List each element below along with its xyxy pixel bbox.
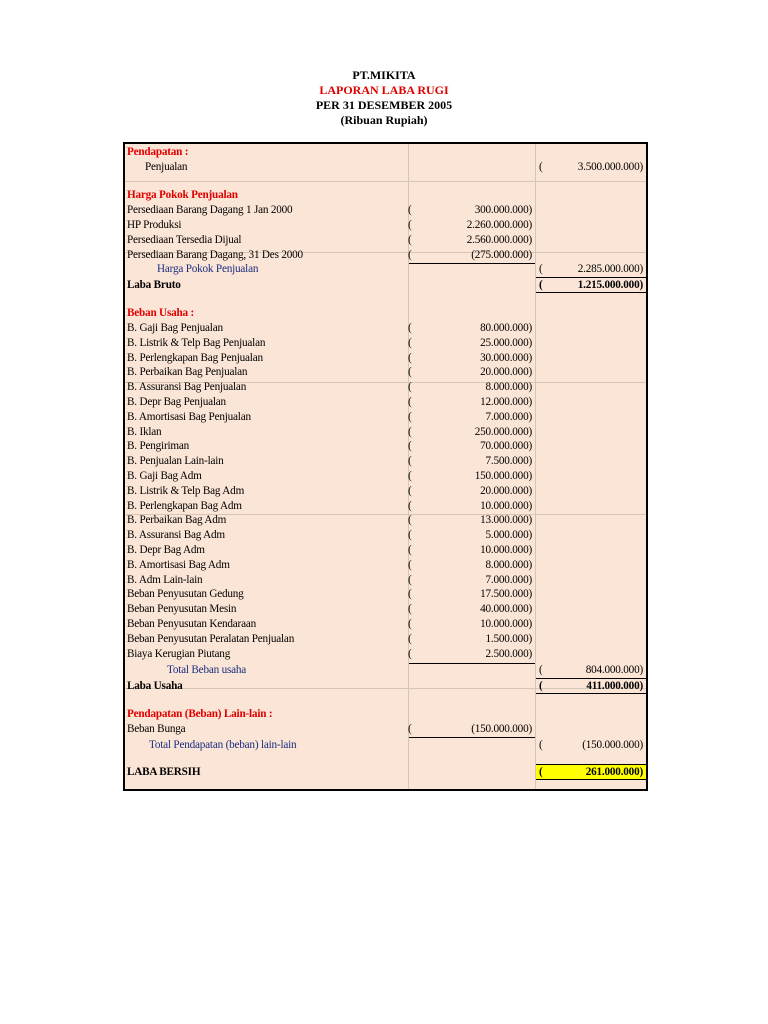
row-label-penjualan: Penjualan: [145, 161, 188, 173]
paren: (: [408, 647, 412, 660]
row-value: 13.000.000): [480, 514, 532, 527]
row-value: 300.000.000): [474, 204, 532, 216]
row-label: B. Perbaikan Bag Penjualan: [127, 366, 248, 379]
value-laba-bersih: 261.000.000): [585, 766, 643, 778]
row-value: 40.000.000): [480, 603, 532, 616]
row-label: B. Gaji Bag Penjualan: [127, 322, 223, 334]
row-value: 30.000.000): [480, 351, 532, 364]
row-label: Beban Penyusutan Kendaraan: [127, 618, 257, 630]
row-label: B. Listrik & Telp Bag Adm: [127, 484, 245, 497]
income-statement-table: [123, 142, 648, 791]
row-label: B. Depr Bag Penjualan: [127, 396, 226, 408]
paren: (: [408, 573, 412, 586]
row-label-total-beban-usaha: Total Beban usaha: [167, 664, 247, 676]
paren: (: [408, 588, 412, 601]
row-label: B. Penjualan Lain-lain: [127, 455, 224, 468]
row-value: 12.000.000): [480, 396, 532, 408]
value-laba-usaha: 411.000.000): [586, 680, 643, 692]
row-label: B. Assuransi Bag Penjualan: [127, 381, 247, 394]
row-label: B. Adm Lain-lain: [127, 573, 203, 586]
paren: (: [408, 204, 412, 216]
row-label: B. Amortisasi Bag Penjualan: [127, 410, 251, 423]
row-value: 20.000.000): [480, 484, 532, 497]
paren: (: [408, 632, 412, 645]
paren: (: [408, 723, 412, 735]
paren: (: [539, 680, 543, 692]
paren: (: [539, 739, 543, 751]
paren: (: [408, 381, 412, 394]
section-heading-pendapatan: Pendapatan :: [127, 146, 189, 158]
paren: (: [539, 766, 543, 778]
row-value: 70.000.000): [480, 440, 532, 453]
row-label: Beban Penyusutan Gedung: [127, 588, 244, 601]
paren: (: [408, 322, 412, 334]
section-heading-beban-usaha: Beban Usaha :: [127, 307, 195, 319]
total-underline: [536, 292, 646, 293]
paren: (: [408, 396, 412, 408]
paren: (: [408, 351, 412, 364]
row-value: 7.000.000): [485, 410, 532, 423]
row-label: HP Produksi: [127, 219, 182, 231]
paren: (: [408, 499, 412, 512]
report-header: [0, 68, 768, 128]
grid-line: [125, 181, 646, 182]
row-label: Beban Penyusutan Mesin: [127, 603, 237, 616]
paren: (: [408, 410, 412, 423]
paren: (: [408, 425, 412, 438]
row-label: B. Perbaikan Bag Adm: [127, 514, 227, 527]
paren: (: [408, 514, 412, 527]
row-label: B. Perlengkapan Bag Penjualan: [127, 351, 263, 364]
paren: (: [408, 618, 412, 630]
paren: (: [539, 279, 543, 291]
value-total-beban-usaha: 804.000.000): [585, 664, 643, 676]
row-label-beban-bunga: Beban Bunga: [127, 723, 186, 735]
paren: (: [539, 664, 543, 676]
row-label: B. Listrik & Telp Bag Penjualan: [127, 336, 266, 349]
subtotal-underline: [409, 663, 535, 664]
paren: (: [408, 603, 412, 616]
row-value: 8.000.000): [485, 381, 532, 394]
row-value: 150.000.000): [474, 470, 532, 482]
paren: (: [408, 558, 412, 571]
paren: (: [408, 219, 412, 231]
paren: (: [408, 366, 412, 379]
total-underline: [536, 693, 646, 694]
paren: (: [408, 484, 412, 497]
grid-line: [125, 688, 646, 689]
row-label-laba-bruto: Laba Bruto: [127, 279, 181, 291]
row-label: B. Amortisasi Bag Adm: [127, 558, 230, 571]
row-label: B. Pengiriman: [127, 440, 190, 453]
value-beban-bunga: (150.000.000): [471, 723, 532, 735]
row-value: (275.000.000): [471, 249, 532, 261]
section-heading-lain-lain: Pendapatan (Beban) Lain-lain :: [127, 708, 273, 720]
total-underline: [536, 779, 646, 780]
row-label: Biaya Kerugian Piutang: [127, 647, 231, 660]
value-laba-bruto: 1.215.000.000): [577, 279, 643, 291]
value-total-lain-lain: (150.000.000): [582, 739, 643, 751]
row-label: B. Gaji Bag Adm: [127, 470, 202, 482]
row-value: 20.000.000): [480, 366, 532, 379]
row-label: Persediaan Barang Dagang, 31 Des 2000: [127, 249, 303, 261]
company-name: PT.MIKITA: [352, 68, 416, 82]
row-label-hpp-total: Harga Pokok Penjualan: [157, 263, 259, 275]
report-unit: (Ribuan Rupiah): [340, 113, 428, 127]
row-value: 8.000.000): [485, 558, 532, 571]
row-value: 7.000.000): [485, 573, 532, 586]
paren: (: [408, 470, 412, 482]
row-value: 80.000.000): [480, 322, 532, 334]
row-label-laba-usaha: Laba Usaha: [127, 680, 183, 692]
row-label-total-lain-lain: Total Pendapatan (beban) lain-lain: [149, 739, 297, 751]
report-period: PER 31 DESEMBER 2005: [315, 98, 453, 112]
row-value: 10.000.000): [480, 618, 532, 630]
value-hpp-total: 2.285.000.000): [577, 263, 643, 275]
subtotal-underline: [409, 737, 535, 738]
row-value: 5.000.000): [485, 529, 532, 542]
subtotal-underline: [409, 263, 535, 264]
paren: (: [539, 161, 543, 173]
paren: (: [408, 544, 412, 556]
section-heading-hpp: Harga Pokok Penjualan: [127, 189, 238, 201]
row-label: B. Perlengkapan Bag Adm: [127, 499, 242, 512]
row-value: 2.260.000.000): [466, 219, 532, 231]
value-penjualan: 3.500.000.000): [577, 161, 643, 173]
row-label: B. Assuransi Bag Adm: [127, 529, 225, 542]
row-value: 25.000.000): [480, 336, 532, 349]
paren: (: [408, 234, 412, 246]
row-value: 10.000.000): [480, 499, 532, 512]
row-label: Persediaan Tersedia Dijual: [127, 234, 242, 246]
row-value: 10.000.000): [480, 544, 532, 556]
paren: (: [408, 249, 412, 261]
report-title: LAPORAN LABA RUGI: [319, 83, 449, 97]
row-value: 2.500.000): [485, 647, 532, 660]
row-value: 17.500.000): [480, 588, 532, 601]
paren: (: [408, 440, 412, 453]
row-value: 2.560.000.000): [466, 234, 532, 246]
row-label: Persediaan Barang Dagang 1 Jan 2000: [127, 204, 293, 216]
row-value: 250.000.000): [474, 425, 532, 438]
paren: (: [539, 263, 543, 275]
paren: (: [408, 529, 412, 542]
paren: (: [408, 336, 412, 349]
row-value: 7.500.000): [485, 455, 532, 468]
row-value: 1.500.000): [485, 632, 532, 645]
paren: (: [408, 455, 412, 468]
row-label-laba-bersih: LABA BERSIH: [127, 766, 201, 778]
row-label: B. Iklan: [127, 425, 162, 438]
row-label: B. Depr Bag Adm: [127, 544, 205, 556]
row-label: Beban Penyusutan Peralatan Penjualan: [127, 632, 295, 645]
